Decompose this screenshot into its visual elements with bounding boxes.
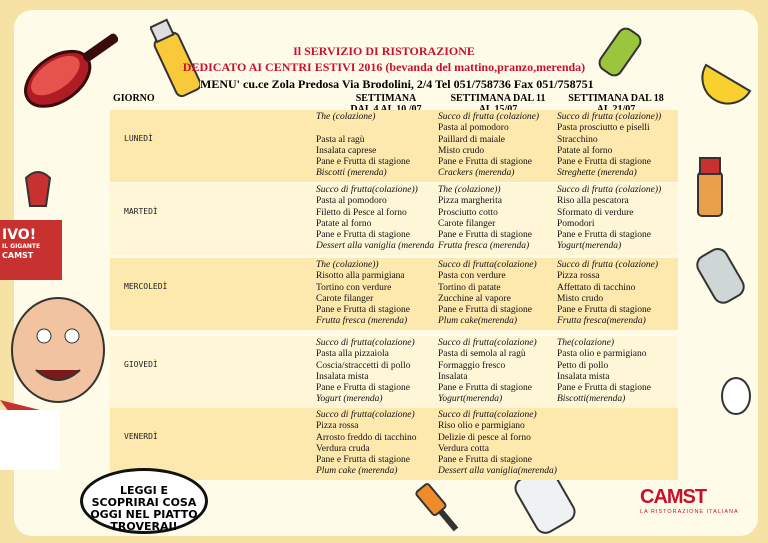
dish-item: Affettato di tacchino [557, 282, 636, 293]
snack-item: Plum cake(merenda) [438, 316, 518, 327]
dish-item: Pasta con verdure [438, 271, 506, 282]
dish-item: Pomodori [557, 218, 595, 229]
dish-item: Pasta olio e parmigiano [557, 349, 647, 360]
bubble-line1: LEGGI E [119, 484, 169, 497]
breakfast-item: The (colazione)) [438, 185, 501, 195]
day-name: VENERDÌ [124, 432, 158, 441]
dish-item: Sformato di verdure [557, 207, 634, 218]
dish-item [316, 123, 438, 134]
dish-item: Pasta al pomodoro [316, 196, 387, 207]
dish-item: Pane e Frutta di stagione [316, 383, 410, 394]
breakfast-item: Succo di frutta(colazione) [438, 410, 537, 420]
badge-line2: IL GIGANTE [2, 243, 41, 250]
menu-cell [438, 338, 560, 406]
bubble-line4: TROVERAI! [110, 520, 178, 533]
snack-item: Frutta fresca (merenda) [438, 241, 530, 252]
snack-item: Yogurt (merenda) [316, 394, 383, 405]
snack-item: Streghette (merenda) [557, 168, 637, 179]
dish-item: Pane e Frutta di stagione [316, 455, 410, 466]
dish-item: Insalata caprese [316, 145, 377, 156]
logo-tagline: LA RISTORAZIONE ITALIANA [640, 509, 739, 515]
dish-item: Zucchine al vapore [438, 293, 511, 304]
title-service: Il SERVIZIO DI RISTORAZIONE [293, 44, 475, 58]
dish-item: Verdura cotta [438, 443, 489, 454]
menu-cell [316, 338, 438, 406]
dish-item: Pizza rossa [316, 421, 359, 432]
dish-item: Pane e Frutta di stagione [557, 383, 651, 394]
menu-cell [438, 410, 560, 478]
dish-item: Pizza rossa [557, 271, 600, 282]
week3-line1: SETTIMANA DAL 18 [568, 93, 664, 104]
dish-item: Pasta al ragù [316, 134, 365, 145]
spatula-icon [408, 478, 468, 538]
mascot-badge [2, 228, 60, 260]
dish-item: Pasta al pomodoro [438, 123, 509, 134]
breakfast-item: Succo di frutta(colazione) [438, 260, 537, 270]
dish-item: Pasta prosciutto e piselli [557, 123, 650, 134]
menu-cell [557, 112, 679, 180]
day-name: LUNEDÌ [124, 134, 153, 143]
dish-item: Pane e Frutta di stagione [316, 305, 410, 316]
egg-icon [718, 372, 754, 418]
salt-shaker-icon [690, 240, 750, 310]
dish-item: Pasta alla pizzaiola [316, 349, 389, 360]
week1-line1: SETTIMANA [355, 93, 417, 104]
menu-cell [557, 185, 679, 253]
snack-item: Frutta fresca (merenda) [316, 316, 408, 327]
day-name: MERCOLEDÌ [124, 282, 168, 291]
dish-item: Misto crudo [438, 145, 485, 156]
dish-item: Arrosto freddo di tacchino [316, 432, 417, 443]
dish-item: Pane e Frutta di stagione [557, 305, 651, 316]
dish-item: Insalata mista [316, 371, 369, 382]
day-name: MARTEDÌ [124, 207, 158, 216]
dish-item: Insalata [438, 371, 468, 382]
breakfast-item: Succo di frutta (colazione) [557, 260, 659, 270]
badge-line3: CAMST [2, 251, 34, 260]
dish-item: Pasta di semola al ragù [438, 349, 526, 360]
menu-address-line: MENU' cu.ce Zola Predosa Via Brodolini, 2/4 Tel 051/758736 Fax 051/758751 [200, 77, 594, 91]
menu-cell [316, 112, 438, 180]
snack-item: Yogurt(merenda) [557, 241, 622, 252]
badge-line1: IVO! [2, 227, 37, 243]
dish-item: Pane e Frutta di stagione [316, 157, 410, 168]
logo-name: CAMST [640, 486, 707, 508]
dish-item: Pane e Frutta di stagione [557, 157, 651, 168]
dish-item: Filetto di Pesce al forno [316, 207, 407, 218]
dish-item: Tortino con verdure [316, 282, 392, 293]
bubble-line3: OGGI NEL PIATTO [90, 508, 198, 521]
dish-item: Pane e Frutta di stagione [557, 230, 651, 241]
snack-item: Biscotti (merenda) [316, 168, 387, 179]
dish-item: Pane e Frutta di stagione [438, 383, 532, 394]
dish-item: Verdura cruda [316, 443, 370, 454]
dish-item: Carote filanger [316, 293, 374, 304]
day-name: GIOVEDÌ [124, 360, 158, 369]
dish-item: Formaggio fresco [438, 360, 506, 371]
camst-logo [640, 486, 739, 515]
snack-item: Biscotti(merenda) [557, 394, 626, 405]
snack-item: Dessert alla vaniglia(merenda) [438, 466, 557, 477]
menu-cell [557, 260, 679, 328]
dish-item: Riso alla pescatora [557, 196, 629, 207]
snack-item: Crackers (merenda) [438, 168, 515, 179]
dish-item: Stracchino [557, 134, 598, 145]
breakfast-item: Succo di frutta (colazione)) [557, 185, 662, 195]
dish-item: Pane e Frutta di stagione [438, 230, 532, 241]
dish-item: Risotto alla parmigiana [316, 271, 405, 282]
menu-cell [557, 338, 679, 406]
column-header-day: GIORNO [113, 93, 155, 104]
breakfast-item: Succo di frutta (colazione)) [557, 112, 662, 122]
dish-item: Pane e Frutta di stagione [316, 230, 410, 241]
snack-item: Frutta fresca(merenda) [557, 316, 646, 327]
breakfast-item: Succo di frutta(colazione) [316, 410, 415, 420]
breakfast-item: Succo di frutta(colazione) [316, 338, 415, 348]
dish-item: Misto crudo [557, 293, 604, 304]
snack-item: Plum cake (merenda) [316, 466, 398, 477]
bubble-line2: SCOPRIRAI COSA [91, 496, 197, 509]
breakfast-item: The(colazione) [557, 338, 614, 348]
snack-item: Dessert alla vaniglia (merenda [316, 241, 435, 252]
breakfast-item: The (colazione) [316, 112, 376, 122]
dish-item: Tortino di patate [438, 282, 501, 293]
dish-item: Prosciutto cotto [438, 207, 498, 218]
menu-cell [316, 410, 438, 478]
menu-cell [316, 185, 438, 253]
dish-item: Pane e Frutta di stagione [438, 305, 532, 316]
dish-item: Pane e Frutta di stagione [438, 455, 532, 466]
dish-item: Coscia/straccetti di pollo [316, 360, 411, 371]
dish-item: Patate al forno [557, 145, 613, 156]
dish-item: Riso olio e parmigiano [438, 421, 525, 432]
breakfast-item: Succo di frutta(colazione)) [316, 185, 418, 195]
dish-item: Petto di pollo [557, 360, 609, 371]
week2-line1: SETTIMANA DAL 11 [450, 93, 546, 104]
title-summer-centers: DEDICATO AI CENTRI ESTIVI 2016 (bevanda del mattino,pranzo,merenda) [182, 60, 586, 74]
dish-item: Insalata mista [557, 371, 610, 382]
breakfast-item: Succo di frutta (colazione) [438, 112, 540, 122]
menu-cell [438, 112, 560, 180]
dish-item: Pane e Frutta di stagione [438, 157, 532, 168]
dish-item: Delizie di pesce al forno [438, 432, 531, 443]
menu-cell [438, 260, 560, 328]
dish-item: Patate al forno [316, 218, 372, 229]
oil-bottle-icon [150, 14, 200, 104]
breakfast-item: Succo di frutta(colazione) [438, 338, 537, 348]
dish-item: Carote filanger [438, 218, 496, 229]
menu-cell [316, 260, 438, 328]
menu-cell [438, 185, 560, 253]
speech-bubble [80, 468, 208, 534]
dish-item: Paillard di maiale [438, 134, 506, 145]
breakfast-item: The (colazione)) [316, 260, 379, 270]
snack-item: Yogurt(merenda) [438, 394, 503, 405]
pepper-shaker-icon [690, 150, 730, 220]
dish-item: Pizza margherita [438, 196, 502, 207]
